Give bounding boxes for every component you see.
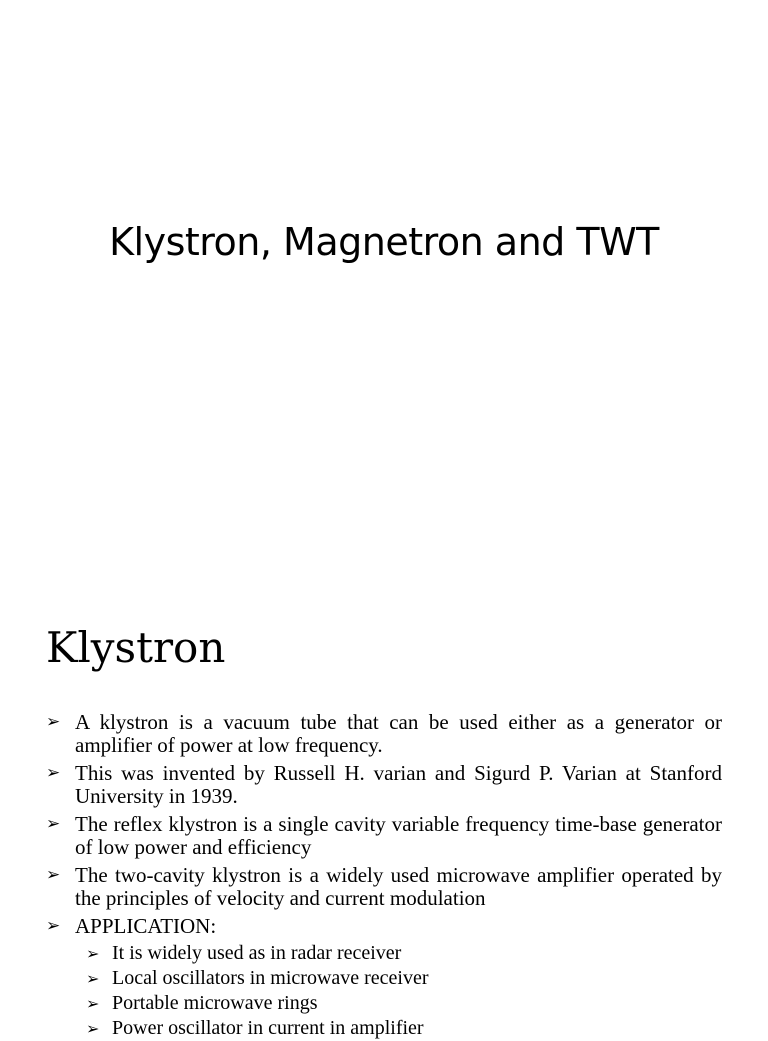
arrow-bullet-icon: ➢ bbox=[46, 712, 61, 732]
list-item bbox=[46, 813, 722, 859]
arrow-bullet-icon: ➢ bbox=[86, 1019, 100, 1038]
arrow-bullet-icon: ➢ bbox=[46, 763, 61, 783]
bullet-text: This was invented by Russell H. varian and Sigurd P. Varian at Stanford University in 1939. bbox=[75, 761, 722, 808]
bullet-text: The reflex klystron is a single cavity variable frequency time-base generator of low power and efficiency bbox=[75, 812, 722, 859]
arrow-bullet-icon: ➢ bbox=[86, 994, 100, 1013]
sub-list-item bbox=[86, 991, 726, 1016]
arrow-bullet-icon: ➢ bbox=[46, 916, 61, 936]
arrow-bullet-icon: ➢ bbox=[46, 865, 61, 885]
arrow-bullet-icon: ➢ bbox=[46, 814, 61, 834]
bullet-text: The two-cavity klystron is a widely used microwave amplifier operated by the principles of velocity and current modulation bbox=[75, 863, 722, 910]
list-item bbox=[46, 762, 722, 808]
applications-sub-list bbox=[86, 941, 726, 1041]
bullet-text: APPLICATION: bbox=[75, 914, 217, 938]
sub-bullet-text: Power oscillator in current in amplifier bbox=[112, 1017, 424, 1039]
klystron-bullet-list bbox=[46, 711, 722, 940]
sub-list-item bbox=[86, 941, 726, 966]
sub-list-item bbox=[86, 966, 726, 991]
sub-bullet-text: Local oscillators in microwave receiver bbox=[112, 967, 429, 989]
sub-bullet-text: It is widely used as in radar receiver bbox=[112, 942, 402, 964]
section-heading-klystron: Klystron bbox=[46, 623, 226, 672]
list-item bbox=[46, 864, 722, 910]
list-item bbox=[46, 711, 722, 757]
sub-list-item bbox=[86, 1016, 726, 1041]
list-item-application-label bbox=[46, 915, 722, 938]
bullet-text: A klystron is a vacuum tube that can be used either as a generator or amplifier of power at low frequency. bbox=[75, 710, 722, 757]
presentation-title: Klystron, Magnetron and TWT bbox=[109, 220, 659, 264]
arrow-bullet-icon: ➢ bbox=[86, 944, 100, 963]
arrow-bullet-icon: ➢ bbox=[86, 969, 100, 988]
sub-bullet-text: Portable microwave rings bbox=[112, 992, 318, 1014]
